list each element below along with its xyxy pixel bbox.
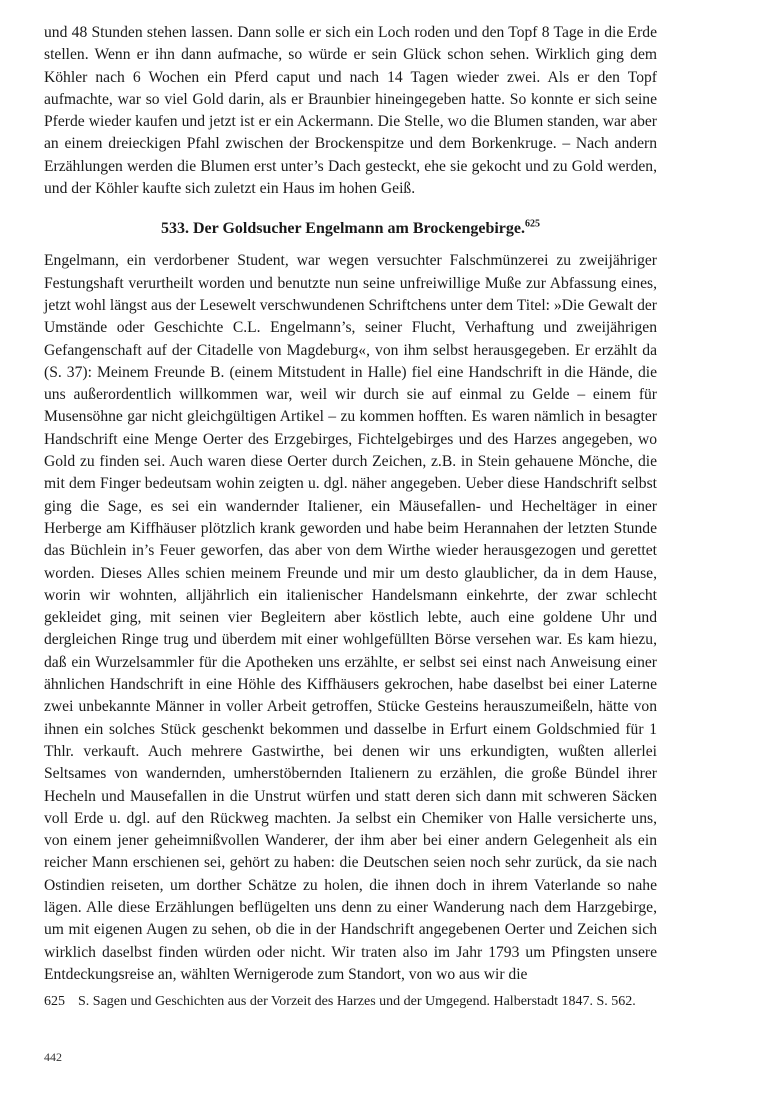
main-paragraph: Engelmann, ein verdorbener Student, war wegen versuchter Falschmünzerei zu zweijähriger Festungshaft verurtheilt worden und benutzte nun seine unfreiwillige Muße zur Abfassung eines, jetzt wohl längst aus der Lesewelt verschwundenen Schriftchens unter dem Titel: »Die Gewalt der Umstände oder Geschichte C.L. Engelmann’s, seiner Flucht, Verhaftung und zweijährigen Gefangenschaft auf der Citadelle von Magdeburg«, von ihm selbst herausgegeben. Er erzählt da (S. 37): Meinem Freunde B. (einem Mitstudent in Halle) fiel eine Handschrift in die Hände, die uns außerordentlich willkommen war, weil wir durch sie auf einmal zu Gelde – einem für Musensöhne gar nicht gleichgültigen Artikel – zu kommen hofften. Es waren nämlich in besagter Handschrift eine Menge Oerter des Erzgebirges, Fichtelgebirges und des Harzes angegeben, wo Gold zu finden sei. Auch waren diese Oerter durch Zeichen, z.B. in Stein gehauene Mönche, die mit dem Finger bedeutsam wohin zeigten u. dgl. näher angegeben. Ueber diese Handschrift selbst ging die Sage, es sei ein wandernder Italiener, ein Mäusefallen- und Hecheltäger in einer Herberge am Kiffhäuser plötzlich krank geworden und habe beim Herannahen der letzten Stunde das Büchlein in’s Feuer geworfen, das aber von dem Wirthe wieder herausgezogen und gerettet worden. Dieses Alles schien meinem Freunde und mir um desto glaublicher, da in dem Hause, worin wir wohnten, alljährlich ein italienischer Handelsmann einkehrte, der zwar schlecht gekleidet ging, mit seinen vier Begleitern aber köstlich lebte, auch eine goldene Uhr und dergleichen Ringe trug und überdem mit einer wohlgefüllten Börse versehen war. Es kam hiezu, daß ein Wurzelsammler für die Apotheken uns erzählte, er selbst sei einst nach Anweisung einer ähnlichen Handschrift in eine Höhle des Kiffhäusers gekrochen, habe daselbst bei einer Laterne zwei unbekannte Männer in voller Arbeit getroffen, Stücke Gesteins herauszumeißeln, hätte von ihnen ein solches Stück geschenkt bekommen und dasselbe in Erfurt einem Goldschmied für 1 Thlr. verkauft. Auch mehrere Gastwirthe, bei denen wir uns erkundigten, wußten allerlei Seltsames von wandernden, umherstöbernden Italienern zu erzählen, die große Bündel ihrer Hecheln und Mausefallen in die Unstrut würfen und statt deren sich dann mit schweren Säcken voll Erde u. dgl. auf den Rückweg machten. Ja selbst ein Chemiker von Halle versicherte uns, von einem jener geheimnißvollen Wanderer, der ihm aber bei einer andern Gelegenheit als ein reicher Mann erschienen sei, gehört zu haben: die Deutschen seien noch sehr zurück, da sie nach Ostindien reiseten, um dorther Schätze zu holen, die ihnen doch in ihrem Vaterlande so nahe lägen. Alle diese Erzählungen beflügelten uns denn zu einer Wanderung nach dem Harzgebirge, um mit eigenen Augen zu sehen, ob die in der Handschrift angegebenen Oerter und Zeichen sich wirklich daselbst finden würden oder nicht. Wir traten also im Jahr 1793 um Pfingsten unsere Entdeckungsreise an, wählten Wernigerode zum Standort, von wo aus wir die bbox=[44, 252, 657, 983]
continuation-paragraph: und 48 Stunden stehen lassen. Dann solle er sich ein Loch roden und den Topf 8 Tage in die Erde stellen. Wenn er ihn dann aufmache, so würde er sein Glück schon sehen. Wirklich ging dem Köhler nach 6 Wochen ein Pferd caput und nach 14 Tagen wieder zwei. Als er den Topf aufmachte, war so viel Gold darin, als er Braunbier hineingegeben hatte. So konnte er sich seine Pferde wieder kaufen und jetzt ist er ein Ackermann. Die Stelle, wo die Blumen standen, war aber an einem dreieckigen Pfahl zwischen der Brockenspitze und dem Borkenkruge. – Nach andern Erzählungen werden die Blumen erst unter’s Dach gesteckt, ehe sie gekocht und zu Gold werden, und der Köhler kaufte sich zuletzt ein Haus im hohen Geiß. bbox=[44, 24, 657, 198]
section-heading bbox=[44, 218, 657, 240]
footnote-number: 625 bbox=[44, 994, 65, 1009]
page-body bbox=[44, 22, 657, 986]
footnote bbox=[44, 992, 657, 1011]
footnote-text: S. Sagen und Geschichten aus der Vorzeit des Harzes und der Umgegend. Halberstadt 1847. S. 562. bbox=[78, 994, 636, 1009]
page-number: 442 bbox=[44, 1050, 62, 1064]
section-heading-text: 533. Der Goldsucher Engelmann am Brockengebirge. bbox=[161, 220, 525, 238]
heading-footnote-ref: 625 bbox=[525, 219, 540, 231]
